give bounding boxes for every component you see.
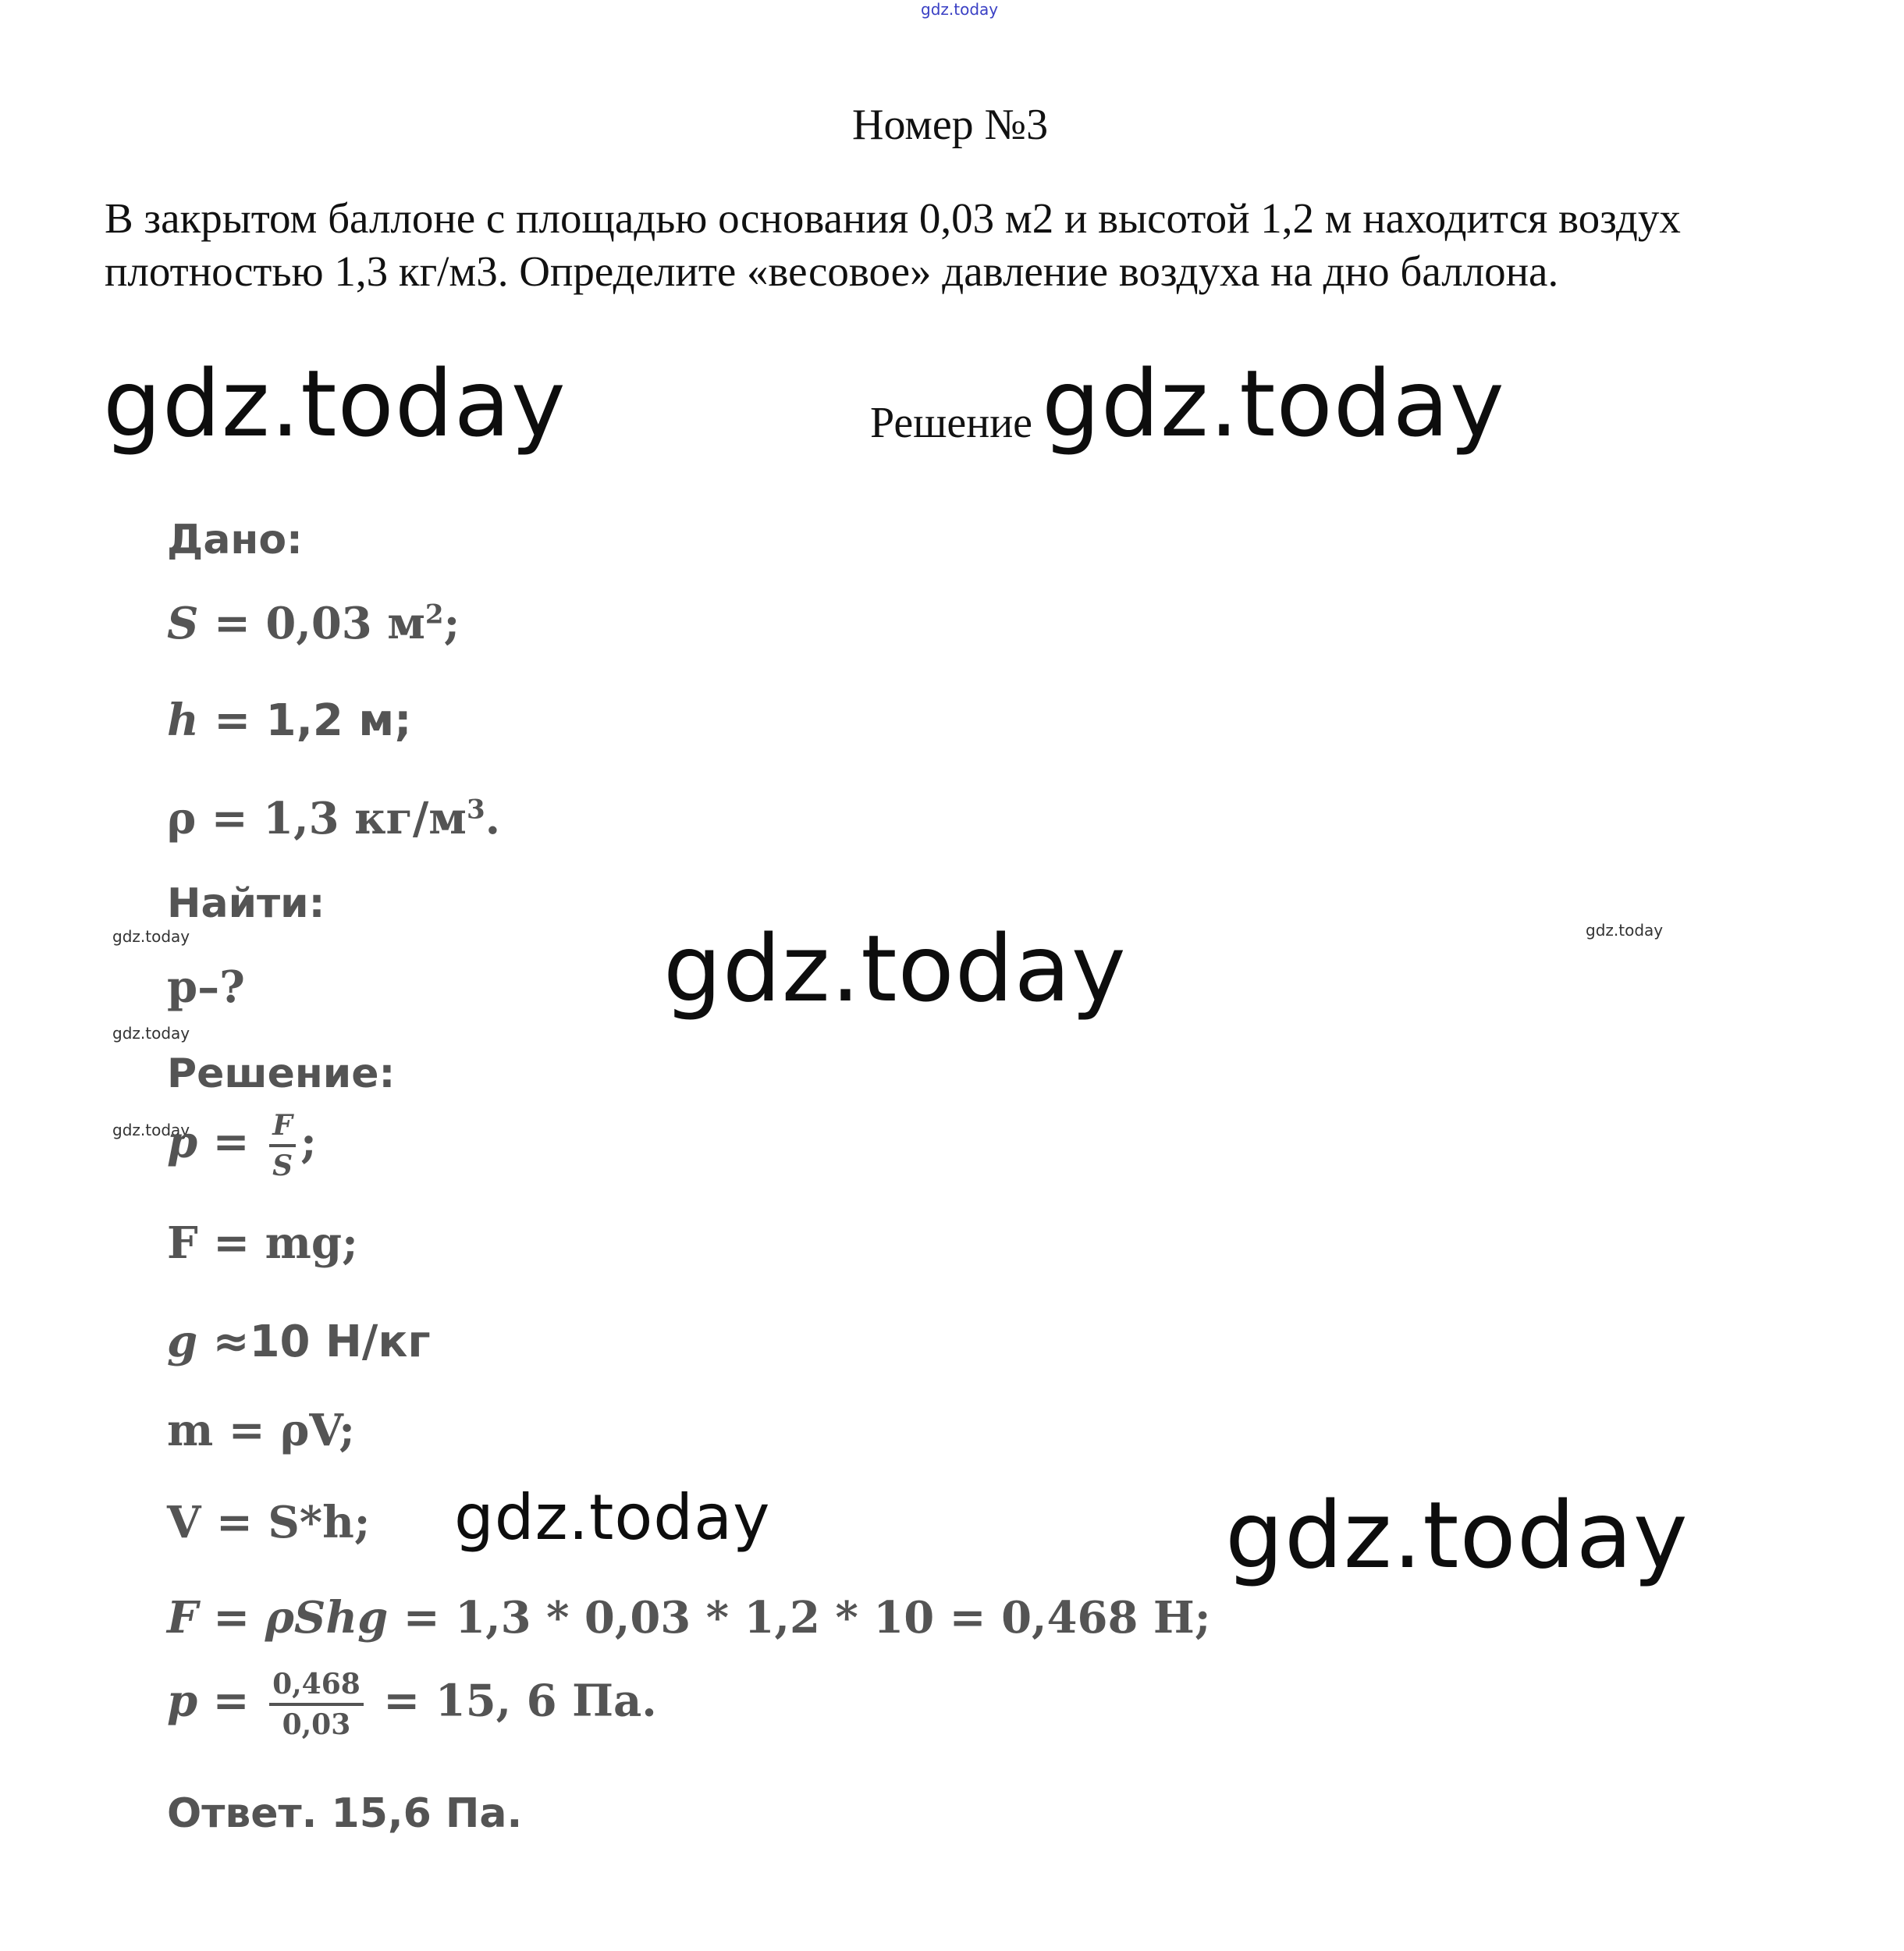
equation-gravity	[167, 1316, 431, 1367]
equation-pressure	[167, 1110, 317, 1182]
eq3-value: ≈10 Н/кг	[197, 1317, 431, 1367]
eq1-numerator: F	[269, 1110, 296, 1147]
eq7-lhs: p	[167, 1675, 198, 1727]
eq7-denominator: 0,03	[282, 1708, 351, 1741]
given-density-exponent: 3	[466, 794, 485, 826]
equation-force: F = mg;	[167, 1217, 358, 1269]
given-height-value: = 1,2 м;	[198, 695, 412, 746]
watermark-small-2: gdz.today	[1586, 921, 1664, 940]
given-density-end: .	[485, 793, 501, 844]
given-area-value: = 0,03 м	[198, 598, 425, 649]
eq7-equals: =	[197, 1675, 265, 1727]
watermark-big-2: gdz.today	[1042, 350, 1505, 457]
answer-text: Ответ. 15,6 Па.	[167, 1790, 523, 1837]
eq6-value: = 1,3 * 0,03 * 1,2 * 10 = 0,468 Н;	[388, 1592, 1211, 1644]
eq1-lhs: p	[167, 1116, 198, 1168]
eq3-var: g	[167, 1316, 198, 1367]
watermark-small-3: gdz.today	[112, 1024, 190, 1043]
given-density-value: ρ = 1,3 кг/м	[167, 793, 467, 844]
given-label: Дано:	[167, 517, 303, 563]
eq1-end: ;	[300, 1116, 317, 1168]
page-title: Номер №3	[852, 101, 1049, 149]
given-area	[167, 598, 460, 649]
find-label: Найти:	[167, 880, 325, 927]
watermark-big-4: gdz.today	[454, 1481, 771, 1554]
watermark-big-5: gdz.today	[1225, 1481, 1689, 1589]
solution-heading: Решение	[870, 399, 1033, 447]
equation-mass: m = ρV;	[167, 1405, 355, 1456]
find-variable: p–?	[167, 961, 245, 1013]
equation-force-calc	[167, 1592, 1211, 1644]
given-area-end: ;	[443, 598, 460, 649]
watermark-small-1: gdz.today	[112, 927, 190, 946]
solution-label: Решение:	[167, 1050, 396, 1097]
given-height	[167, 695, 412, 746]
problem-statement: В закрытом баллоне с площадью основания 0,03 м2 и высотой 1,2 м находится воздух плотностью 1,3 кг/м3. Определите «весовое» давление воздуха на дно баллона.	[105, 194, 1681, 295]
given-density	[167, 793, 500, 844]
equation-pressure-calc	[167, 1668, 657, 1740]
given-area-var: S	[167, 598, 199, 649]
eq7-result: = 15, 6 Па.	[368, 1675, 657, 1727]
given-height-var: h	[167, 695, 199, 746]
watermark-big-1: gdz.today	[103, 350, 567, 457]
equation-volume: V = S*h;	[167, 1497, 371, 1548]
eq7-numerator: 0,468	[269, 1668, 364, 1706]
top-watermark: gdz.today	[921, 0, 999, 19]
eq6-lhs: F = ρShg	[167, 1592, 389, 1644]
eq1-equals: =	[197, 1116, 265, 1168]
eq1-denominator: S	[272, 1150, 293, 1182]
given-area-exponent: 2	[424, 599, 444, 631]
watermark-big-3: gdz.today	[663, 915, 1127, 1022]
watermark-small-4: gdz.today	[112, 1121, 190, 1139]
